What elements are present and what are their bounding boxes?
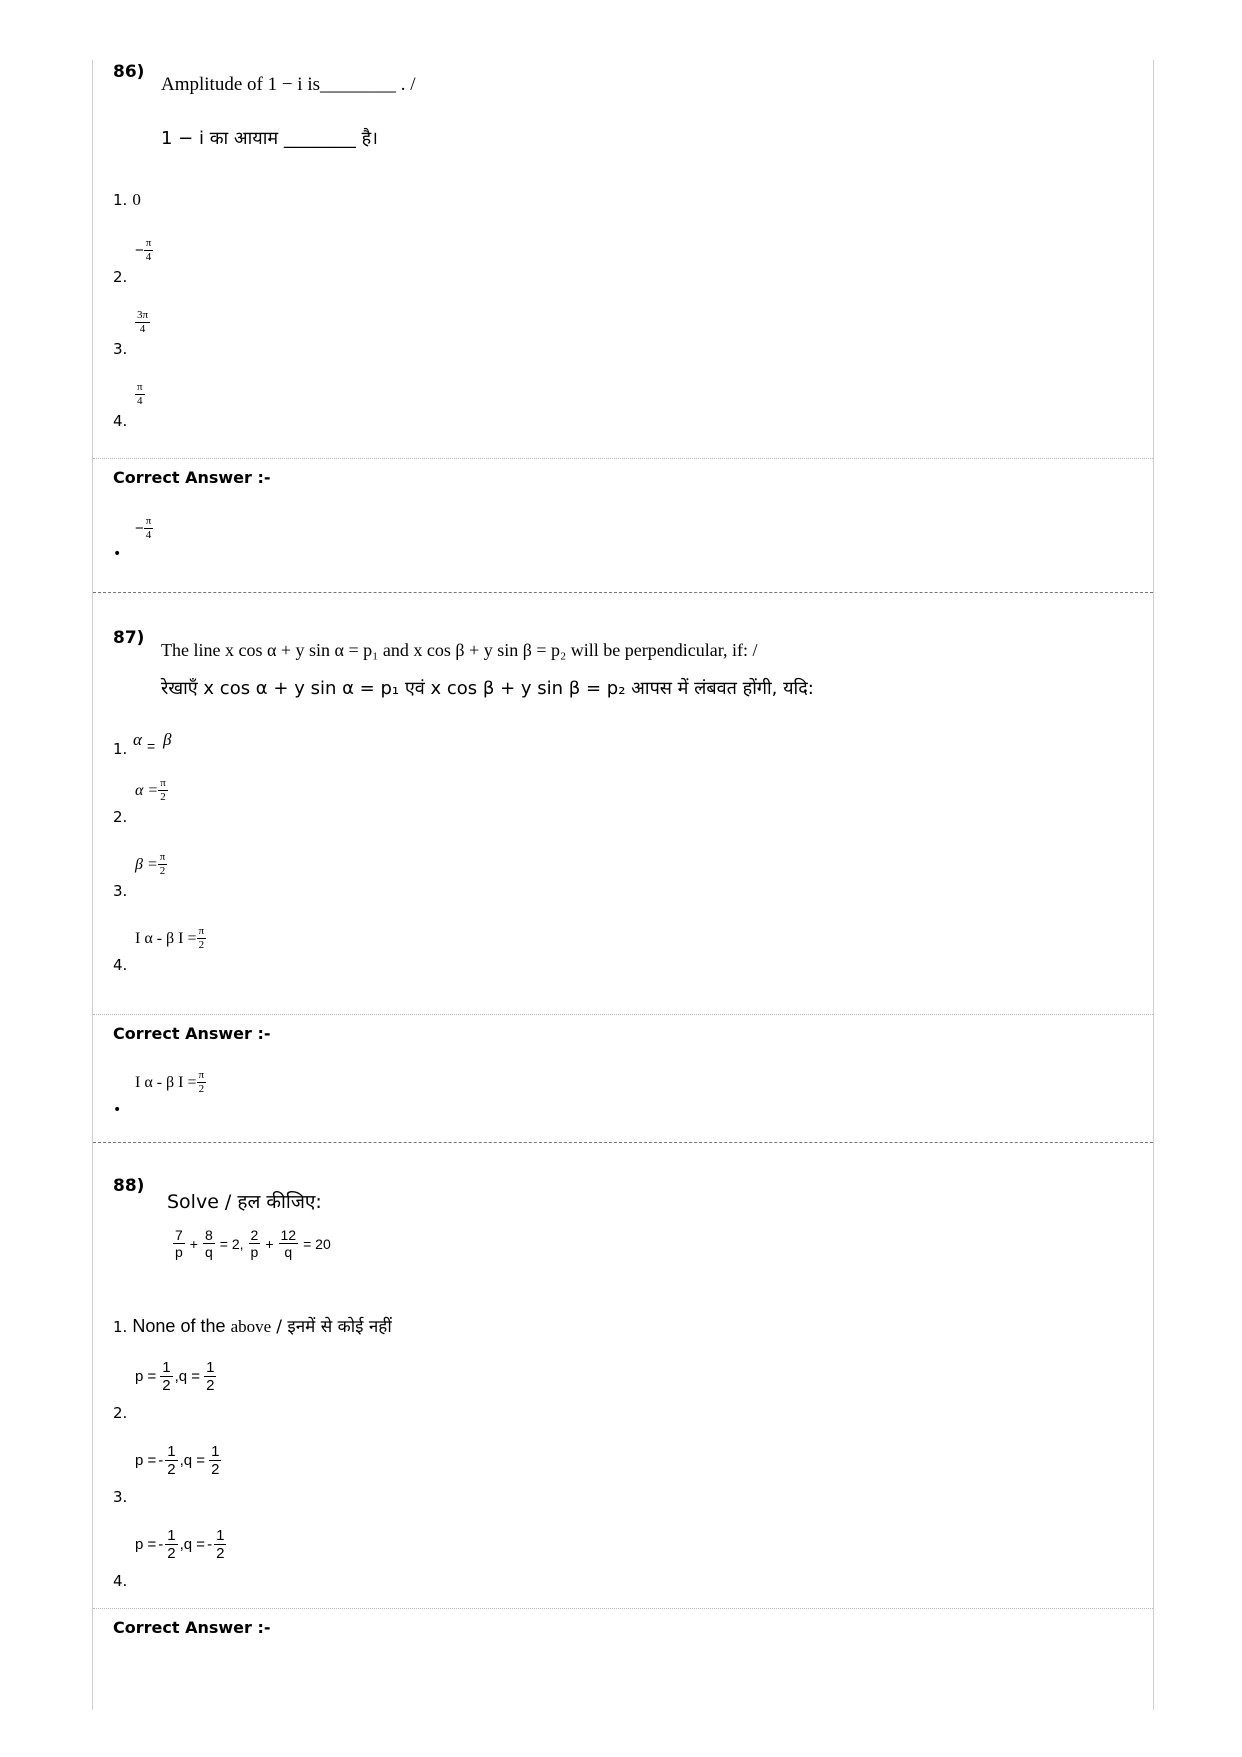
option-number: 2.: [113, 808, 128, 826]
option-text: above: [230, 1317, 272, 1336]
fraction-numerator: 1: [167, 1443, 176, 1460]
fraction-numerator: 8: [204, 1227, 213, 1243]
plus-sign: +: [265, 1235, 274, 1252]
fraction-denominator: q: [204, 1244, 213, 1260]
fraction-denominator: 4: [145, 251, 152, 263]
equals-text: = 2,: [219, 1235, 244, 1252]
fraction-numerator: π: [198, 925, 205, 937]
equation-lhs: α =: [135, 782, 159, 799]
fraction-numerator: π: [160, 777, 166, 789]
minus-sign: −: [135, 242, 144, 259]
question-text-en: Solve / हल कीजिए:: [167, 1191, 322, 1213]
equation-lhs: I α - β I =: [135, 930, 197, 947]
q-label: ,q =: [179, 1536, 206, 1553]
fraction-numerator: 12: [280, 1227, 297, 1243]
option-4[interactable]: [113, 1528, 353, 1590]
option-3[interactable]: [113, 1444, 353, 1506]
p-label: p =: [135, 1368, 157, 1385]
fraction-numerator: π: [198, 1069, 205, 1081]
alpha-symbol: α: [133, 730, 142, 749]
fraction-numerator: π: [145, 515, 152, 527]
q-sign: -: [207, 1536, 213, 1553]
fraction-denominator: p: [175, 1244, 183, 1260]
fraction-denominator: 2: [162, 1377, 171, 1394]
option-number: 3.: [113, 340, 128, 358]
beta-symbol: β: [163, 730, 172, 749]
question-number: 87): [113, 628, 145, 648]
question-separator: [93, 1142, 1153, 1143]
question-text-hi: रेखाएँ x cos α + y sin α = p₁ एवं x cos β + y sin β = p₂ आपस में लंबवत होंगी, यदि:: [161, 678, 814, 699]
option-number: 1.: [113, 740, 128, 758]
divider: [93, 458, 1153, 459]
q-label: ,q =: [179, 1452, 206, 1469]
option-number: 3.: [113, 1488, 128, 1506]
option-number: 2.: [113, 1404, 128, 1422]
fraction-numerator: 1: [162, 1359, 171, 1376]
equation: [173, 1228, 331, 1259]
fraction-denominator: 2: [167, 1461, 176, 1478]
correct-answer: [113, 1070, 333, 1120]
fraction-numerator: π: [159, 851, 166, 863]
fraction-numerator: 1: [211, 1443, 220, 1460]
question-number: 86): [113, 62, 145, 82]
option-1[interactable]: [113, 1314, 392, 1337]
q-label: ,q =: [174, 1368, 201, 1385]
option-2[interactable]: [113, 778, 313, 828]
option-number: 2.: [113, 268, 128, 286]
fraction-denominator: 2: [198, 1083, 205, 1095]
option-text-hi: / इनमें से कोई नहीं: [276, 1317, 392, 1337]
question-text-en: Amplitude of 1 − i is________ . /: [161, 74, 416, 95]
correct-answer: [113, 516, 313, 566]
fraction-denominator: q: [284, 1244, 293, 1260]
bullet: •: [113, 1102, 122, 1118]
fraction-denominator: 2: [167, 1545, 176, 1562]
question-text-hi: 1 − i का आयाम ________ है।: [161, 128, 378, 149]
fraction-denominator: 2: [160, 791, 166, 803]
fraction-denominator: 4: [145, 529, 152, 541]
option-2[interactable]: [113, 238, 313, 288]
option-1[interactable]: [113, 190, 141, 210]
fraction-denominator: 2: [198, 939, 205, 951]
fraction-numerator: π: [137, 381, 143, 393]
option-value: 0: [132, 190, 141, 209]
fraction-numerator: 7: [175, 1227, 183, 1243]
option-1[interactable]: [113, 730, 313, 760]
fraction-denominator: 2: [159, 865, 166, 877]
equation-lhs: β =: [135, 856, 158, 873]
fraction-denominator: 4: [139, 323, 146, 335]
fraction-numerator: π: [145, 237, 152, 249]
fraction-denominator: 2: [216, 1545, 225, 1562]
option-number: 4.: [113, 1572, 128, 1590]
question-number: 88): [113, 1176, 145, 1196]
option-number: 4.: [113, 956, 128, 974]
question-sheet: [92, 60, 1154, 1710]
correct-answer-label: Correct Answer :-: [113, 468, 271, 487]
fraction-numerator: 1: [216, 1527, 225, 1544]
minus-sign: −: [135, 520, 144, 537]
correct-answer-label: Correct Answer :-: [113, 1618, 271, 1637]
fraction-denominator: 4: [137, 395, 143, 407]
option-3[interactable]: [113, 310, 313, 360]
p-sign: -: [158, 1536, 164, 1553]
divider: [93, 1014, 1153, 1015]
option-2[interactable]: [113, 1360, 353, 1422]
p-label: p =: [135, 1452, 157, 1469]
fraction-numerator: 1: [206, 1359, 215, 1376]
option-number: 1.: [113, 191, 128, 209]
option-text: None of the: [132, 1316, 226, 1336]
fraction-denominator: 2: [211, 1461, 220, 1478]
fraction-denominator: 2: [206, 1377, 215, 1394]
equals-text: = 20: [303, 1235, 331, 1252]
option-number: 4.: [113, 412, 128, 430]
option-4[interactable]: [113, 382, 313, 432]
question-separator: [93, 592, 1153, 593]
equals-sign: =: [147, 738, 156, 754]
plus-sign: +: [189, 1235, 198, 1252]
option-number: 1.: [113, 1318, 128, 1336]
p-sign: -: [158, 1452, 164, 1469]
question-text-en: The line x cos α + y sin α = p₁ and x cos β + y sin β = p₂ will be perpendicular, if: /: [161, 640, 758, 660]
bullet: •: [113, 546, 122, 562]
option-3[interactable]: [113, 852, 313, 902]
fraction-numerator: 3π: [137, 309, 149, 321]
correct-answer-label: Correct Answer :-: [113, 1024, 271, 1043]
fraction-denominator: p: [250, 1244, 259, 1260]
divider: [93, 1608, 1153, 1609]
equation-lhs: I α - β I =: [135, 1074, 197, 1091]
p-label: p =: [135, 1536, 157, 1553]
option-4[interactable]: [113, 926, 333, 976]
fraction-numerator: 1: [167, 1527, 176, 1544]
option-number: 3.: [113, 882, 128, 900]
fraction-numerator: 2: [250, 1227, 259, 1243]
